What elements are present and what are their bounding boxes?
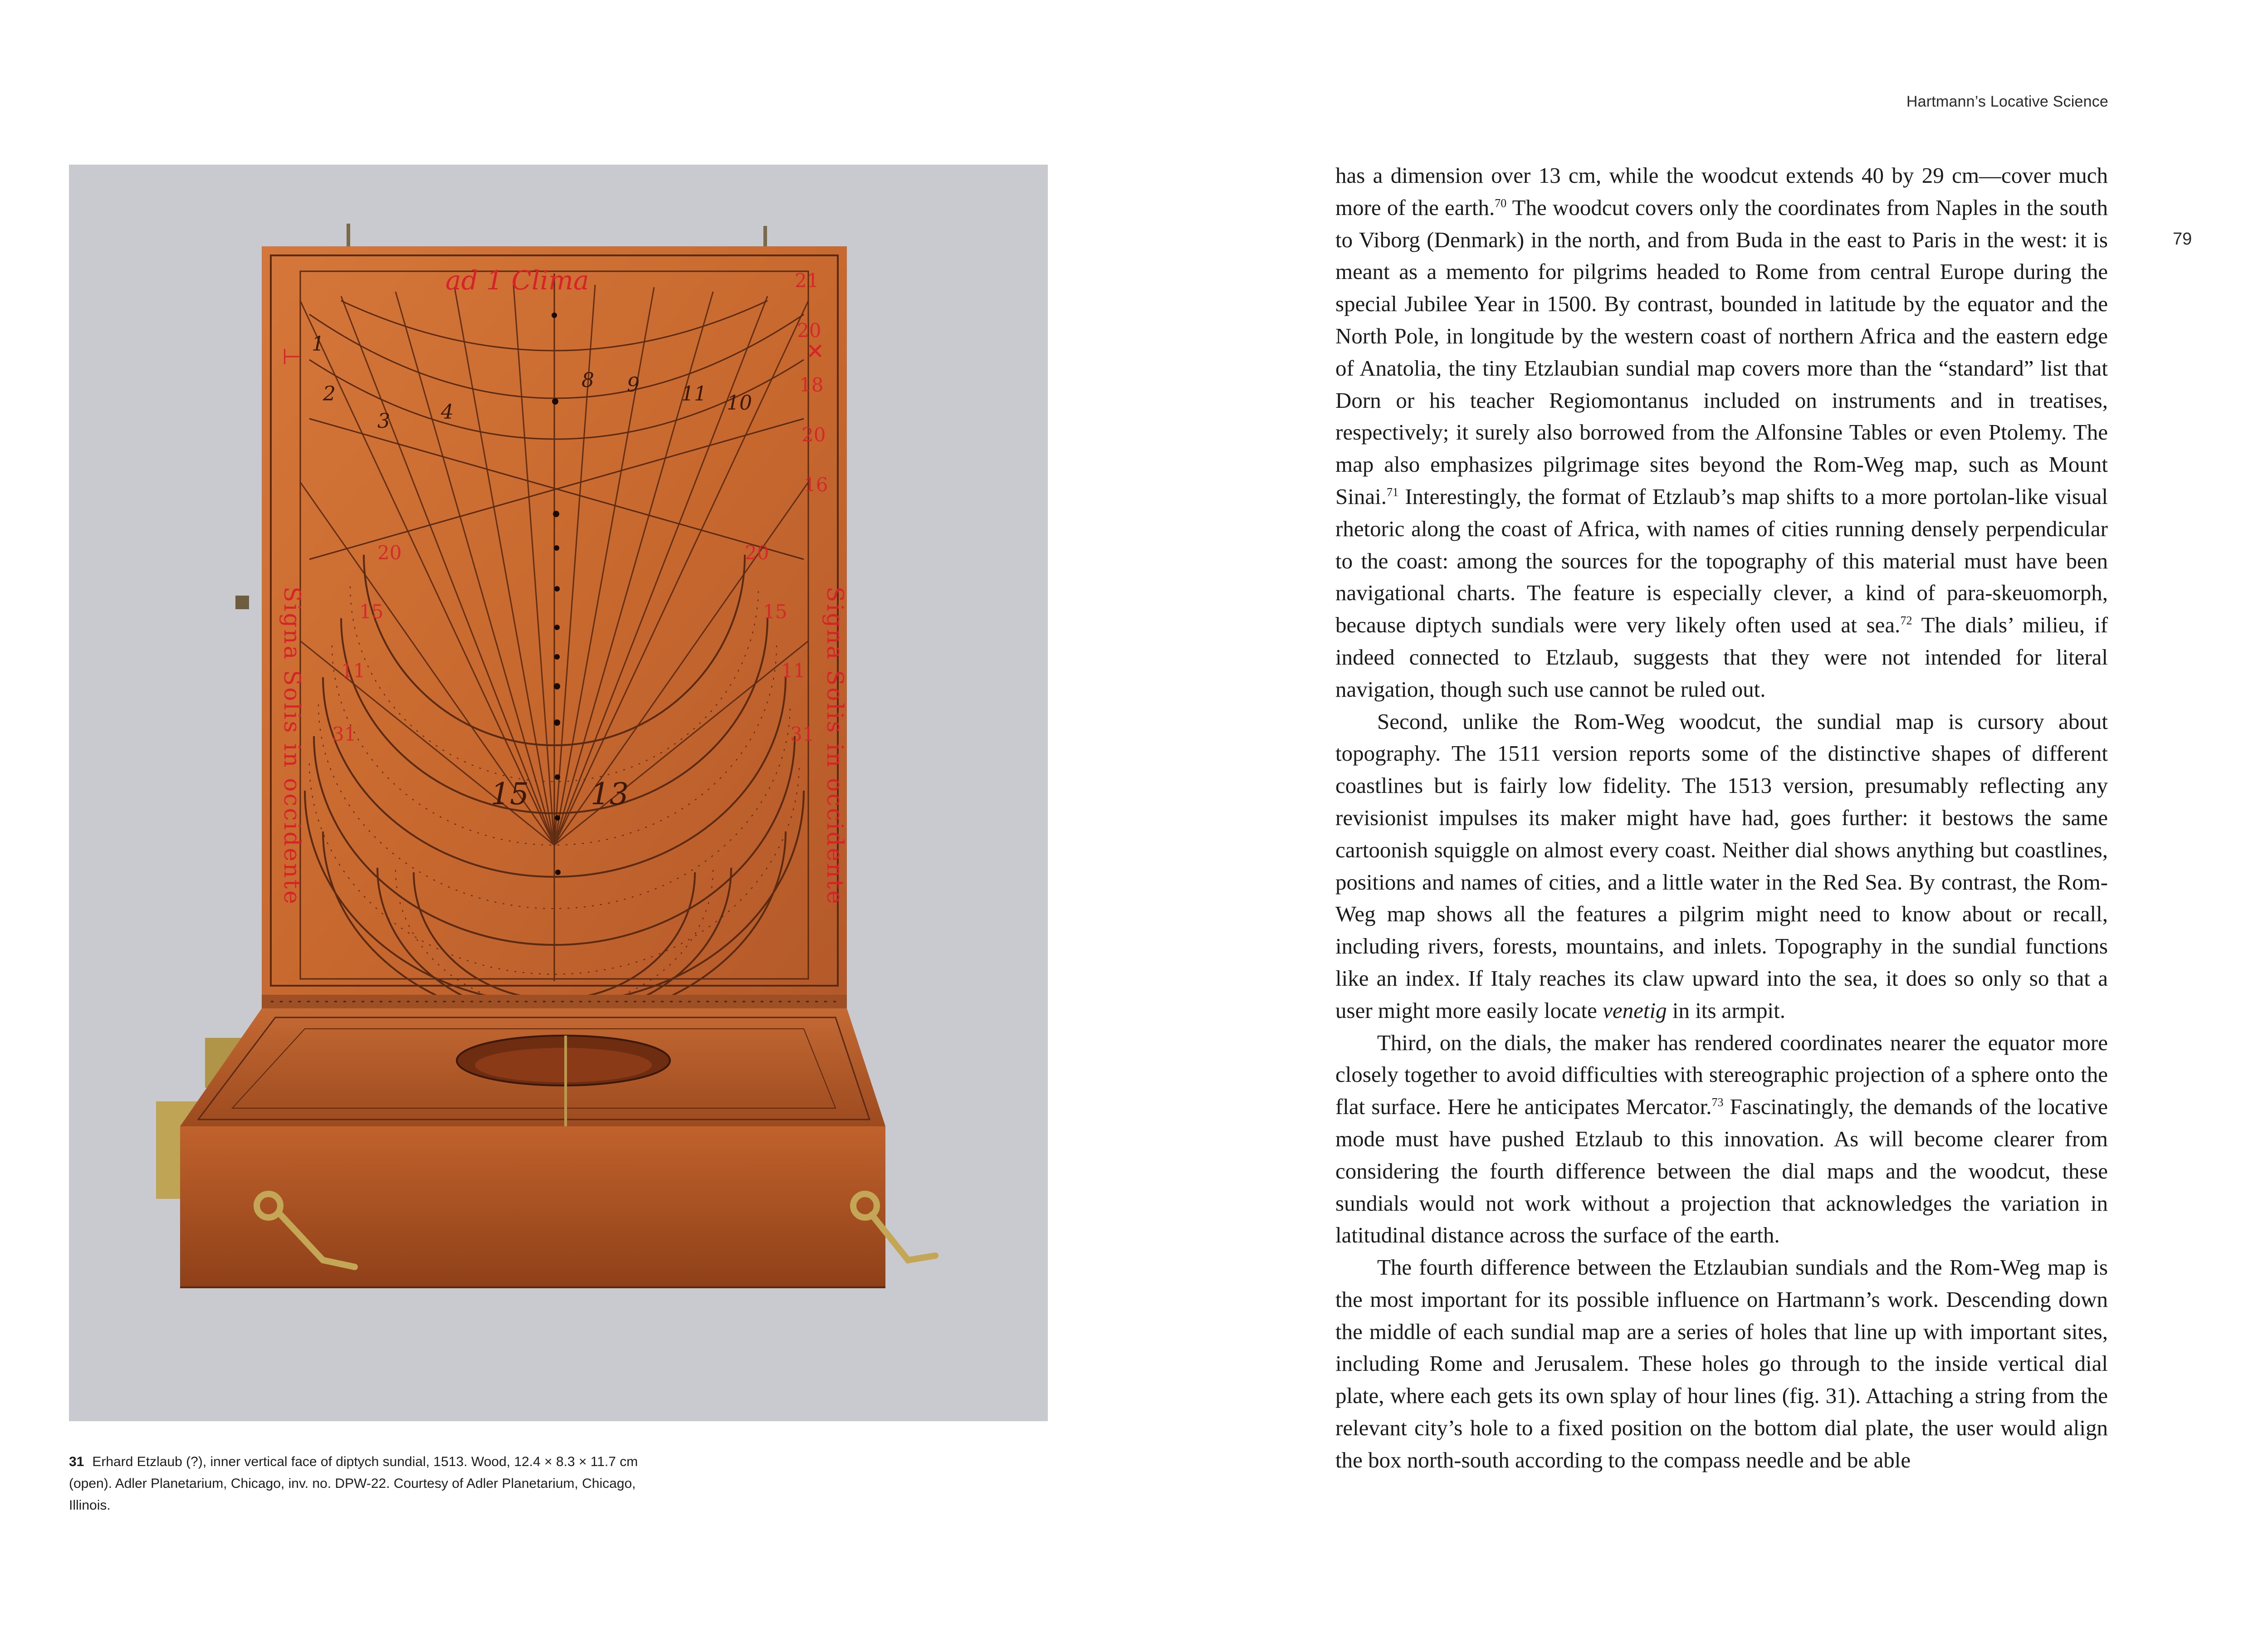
svg-text:11: 11: [681, 382, 707, 406]
svg-text:11: 11: [781, 660, 806, 682]
sundial-illustration: [69, 165, 1048, 1421]
svg-text:3: 3: [377, 410, 390, 433]
paragraph-2-italic: venetig: [1603, 997, 1667, 1023]
note-ref-72[interactable]: 72: [1900, 614, 1912, 627]
running-head: Hartmann’s Locative Science: [1906, 93, 2108, 110]
paragraph-1-part-c: Interestingly, the format of Etzlaub’s map shifts to a more portolan-like visual rhetoric along the coast of Africa, with names of cities running densely perpendicular to the coast: among the sources for the topography of this material must have been navigational charts. The feature is especially clever, a kind of para-skeuomorph, because diptych sundials were very likely often used at sea.: [1335, 484, 2108, 638]
svg-text:4: 4: [441, 401, 454, 424]
page-number: 79: [2173, 230, 2192, 249]
paragraph-1-part-d: The dials’ milieu, if indeed connected to Etzlaub, suggests that they were not intended for literal navigation, though such use cannot be ruled out.: [1335, 612, 2108, 702]
inscription-number-13: 13: [591, 777, 629, 812]
svg-text:16: 16: [804, 474, 828, 496]
svg-text:1: 1: [312, 332, 324, 356]
svg-text:31: 31: [332, 723, 357, 745]
svg-text:20: 20: [745, 542, 769, 564]
paragraph-1-part-a: has a dimension over 13 cm, while the woodcut extends 40 by 29 cm—cover much more of the earth.: [1335, 163, 2108, 220]
inscription-right: Signa Solis in occidente: [822, 587, 848, 906]
svg-text:2: 2: [323, 382, 336, 406]
figure-number: 31: [69, 1454, 84, 1469]
caption-text: Erhard Etzlaub (?), inner vertical face of diptych sundial, 1513. Wood, 12.4 × 8.3 × 11.7 cm (open). Adler Planetarium, Chicago, inv. no. DPW-22. Courtesy of Adler Planetarium, Chicago, Illinois.: [69, 1454, 638, 1513]
base-front-face: [180, 1126, 885, 1287]
svg-text:15: 15: [359, 601, 384, 623]
paragraph-3: [1335, 1027, 2108, 1252]
paragraph-2: [1335, 706, 2108, 1027]
body-text: [1335, 160, 2108, 1477]
inscription-top: ad 1 Clima: [445, 265, 589, 296]
svg-text:20: 20: [802, 424, 826, 446]
svg-text:21: 21: [795, 269, 819, 292]
paragraph-3-part-b: Fascinatingly, the demands of the locative mode must have pushed Etzlaub to this innovation. As will become clearer from considering the fourth difference between the dial maps and the woodcut, these sundials would not work without a projection that acknowledges the variation in latitudinal distance across the surface of the earth.: [1335, 1094, 2108, 1248]
figure-caption: [69, 1451, 659, 1516]
paragraph-3-part-a: Third, on the dials, the maker has rendered coordinates nearer the equator more closely together to avoid difficulties with stereographic projection of a sphere onto the flat surface. Here he anticipates Mercator.: [1335, 1030, 2108, 1120]
note-ref-70[interactable]: 70: [1495, 196, 1507, 210]
svg-text:20: 20: [797, 319, 821, 342]
svg-text:10: 10: [727, 391, 752, 415]
svg-text:8: 8: [582, 369, 594, 392]
paragraph-2-part-a: Second, unlike the Rom-Weg woodcut, the sundial map is cursory about topography. The 1511 version reports some of the distinctive shapes of different coastlines but is fairly low fidelity. The 1513 version, presumably reflecting any revisionist impulses its maker might have had, goes further: it bestows the same cartoonish squiggle on almost every coast. Neither dial shows anything but coastlines, positions and names of cities, and a little water in the Red Sea. By contrast, the Rom-Weg map shows all the features a pilgrim might need to know about or recall, including rivers, forests, mountains, and inlets. Topography in the sundial functions like an index. If Italy reaches its claw upward into the sea, it does so only so that a user might more easily locate: [1335, 709, 2108, 1023]
svg-text:✕: ✕: [806, 339, 825, 364]
svg-text:15: 15: [763, 601, 787, 623]
svg-text:11: 11: [341, 660, 366, 682]
figure-photo: [69, 165, 1048, 1421]
svg-text:9: 9: [627, 373, 640, 396]
paragraph-1: [1335, 160, 2108, 706]
inscription-number-15: 15: [491, 777, 529, 812]
paragraph-1-part-b: The woodcut covers only the coordinates from Naples in the south to Viborg (Denmark) in the north, and from Buda in the east to Paris in the west: it is meant as a memento for pilgrims headed to Rome from central Europe during the special Jubilee Year in 1500. By contrast, bounded in latitude by the equator and the North Pole, in longitude by the western coast of northern Africa and the eastern edge of Anatolia, the tiny Etzlaubian sundial map covers more than the “standard” list that Dorn or his teacher Regiomontanus included on instruments and in treatises, respectively; it surely also borrowed from the Alfonsine Tables or even Ptolemy. The map also emphasizes pilgrimage sites beyond the Rom-Weg map, such as Mount Sinai.: [1335, 195, 2108, 509]
brass-hook-left-small: [235, 596, 249, 609]
paragraph-4: The fourth difference between the Etzlaubian sundials and the Rom-Weg map is the most important for its possible influence on Hartmann’s work. Descending down the middle of each sundial map are a series of holes that line up with important sites, including Rome and Jerusalem. These holes go through to the inside vertical dial plate, where each gets its own splay of hour lines (fig. 31). Attaching a string from the relevant city’s hole to a fixed position on the bottom dial plate, the user would align the box north-south according to the compass needle and be able: [1335, 1255, 2108, 1472]
svg-text:18: 18: [799, 374, 824, 396]
svg-text:⊢: ⊢: [282, 344, 301, 370]
svg-text:31: 31: [790, 723, 815, 745]
paragraph-2-part-b: in its armpit.: [1667, 997, 1785, 1023]
note-ref-71[interactable]: 71: [1386, 485, 1398, 499]
note-ref-73[interactable]: 73: [1711, 1095, 1724, 1109]
inscription-left: Signa Solis in occidente: [279, 587, 305, 906]
svg-text:20: 20: [377, 542, 402, 564]
